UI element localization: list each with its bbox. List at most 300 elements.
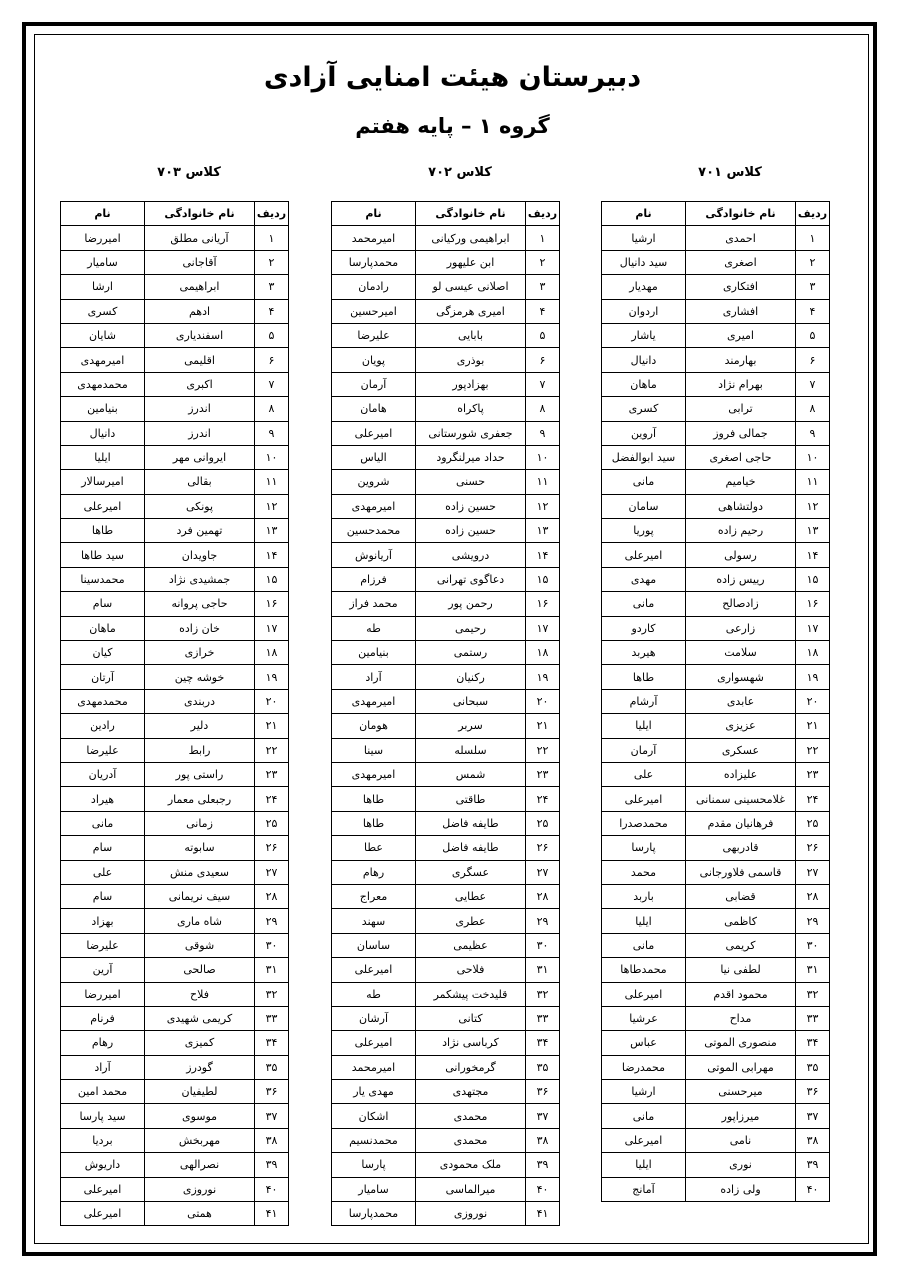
family-name: بقالی [145,470,255,494]
family-name: جعفری شورستانی [416,421,526,445]
table-row [332,909,560,933]
family-name: اصلانی عیسی لو [416,275,526,299]
table-row [602,519,830,543]
first-name: طه [332,616,416,640]
row-index: ۳۵ [255,1055,289,1079]
table-row [332,1202,560,1226]
first-name: بهزاد [61,909,145,933]
table-row [332,470,560,494]
row-index: ۲۲ [526,738,560,762]
family-name: گرمخورانی [416,1055,526,1079]
family-name: آقاجانی [145,250,255,274]
table-row [61,787,289,811]
family-name: محمدی [416,1128,526,1152]
table-row [602,616,830,640]
family-name: سبحانی [416,689,526,713]
row-index: ۱۷ [796,616,830,640]
table-row [61,884,289,908]
family-name: زمانی [145,811,255,835]
first-name: آرین [61,958,145,982]
row-index: ۲۰ [526,689,560,713]
row-index: ۱۱ [255,470,289,494]
first-name: امیرعلی [602,982,686,1006]
first-name: مانی [602,1104,686,1128]
first-name: امیرحسین [332,299,416,323]
table-row [61,860,289,884]
family-name: راستی پور [145,762,255,786]
first-name: عطا [332,836,416,860]
family-name: عسگری [416,860,526,884]
row-index: ۱۰ [526,445,560,469]
table-row [61,1153,289,1177]
first-name: علی [61,860,145,884]
family-name: رحیم زاده [686,519,796,543]
family-name: حسنی [416,470,526,494]
row-index: ۲۳ [255,762,289,786]
family-name: عزیزی [686,714,796,738]
first-name: امیرعلی [61,494,145,518]
first-name: امیرمهدی [332,762,416,786]
row-index: ۱۰ [796,445,830,469]
family-name: میرحسنی [686,1080,796,1104]
first-name: عباس [602,1031,686,1055]
first-name: امیرعلی [332,958,416,982]
family-name: سربر [416,714,526,738]
table-row [602,982,830,1006]
first-name: رهام [61,1031,145,1055]
first-name: امیرمهدی [61,348,145,372]
first-name: طاها [61,519,145,543]
table-row [61,226,289,250]
row-index: ۲۳ [526,762,560,786]
row-index: ۳۹ [526,1153,560,1177]
family-name: خرازی [145,641,255,665]
family-name: عسکری [686,738,796,762]
table-row [332,958,560,982]
first-name: محمدرضا [602,1055,686,1079]
table-row [332,1031,560,1055]
family-name: موسوی [145,1104,255,1128]
row-index: ۳۷ [526,1104,560,1128]
family-name: سلامت [686,641,796,665]
first-name: امیرعلی [61,1177,145,1201]
first-name: ایلیا [602,714,686,738]
family-name: نوروزی [145,1177,255,1201]
class-702-table [331,201,560,1226]
row-index: ۱ [526,226,560,250]
row-index: ۱۲ [255,494,289,518]
class-703-label: کلاس ۷۰۳ [157,165,221,180]
row-index: ۴۰ [796,1177,830,1201]
row-index: ۲۲ [796,738,830,762]
table-row [602,470,830,494]
first-name: محمد امین [61,1080,145,1104]
row-index: ۳۰ [526,933,560,957]
row-index: ۵ [526,323,560,347]
family-name: حسین زاده [416,519,526,543]
family-name: قلیدخت پیشکمر [416,982,526,1006]
row-index: ۱۴ [796,543,830,567]
table-row [61,1006,289,1030]
row-index: ۷ [255,372,289,396]
first-name: الیاس [332,445,416,469]
family-name: جاویدان [145,543,255,567]
family-name: رابط [145,738,255,762]
family-name: سلسله [416,738,526,762]
family-name: تهمین فرد [145,519,255,543]
family-name: بهزادپور [416,372,526,396]
family-name: حاجی اصغری [686,445,796,469]
table-row [602,421,830,445]
row-index: ۳۱ [255,958,289,982]
first-name: طه [332,982,416,1006]
table-row [332,397,560,421]
family-name: طایفه فاضل [416,811,526,835]
table-row [602,641,830,665]
header-family: نام خانوادگی [686,202,796,226]
row-index: ۳۵ [796,1055,830,1079]
table-row [602,250,830,274]
row-index: ۳۳ [526,1006,560,1030]
row-index: ۲۴ [796,787,830,811]
table-row [602,762,830,786]
row-index: ۱۹ [796,665,830,689]
table-row [61,1031,289,1055]
row-index: ۲ [526,250,560,274]
row-index: ۱۲ [796,494,830,518]
row-index: ۲۱ [796,714,830,738]
first-name: شروین [332,470,416,494]
row-index: ۴۱ [526,1202,560,1226]
family-name: افتکاری [686,275,796,299]
table-row [61,543,289,567]
first-name: علی [602,762,686,786]
family-name: نوری [686,1153,796,1177]
table-row [332,519,560,543]
table-row [332,689,560,713]
table-row [61,1177,289,1201]
first-name: محمدصدرا [602,811,686,835]
class-701-table [601,201,830,1202]
row-index: ۱۰ [255,445,289,469]
family-name: میرالماسی [416,1177,526,1201]
first-name: آرشان [332,1006,416,1030]
row-index: ۹ [255,421,289,445]
row-index: ۲۸ [255,884,289,908]
family-name: کمیزی [145,1031,255,1055]
table-row [602,1031,830,1055]
table-row [602,665,830,689]
row-index: ۴۰ [255,1177,289,1201]
family-name: خیامیم [686,470,796,494]
family-name: میرزاپور [686,1104,796,1128]
first-name: عرشیا [602,1006,686,1030]
row-index: ۳۶ [796,1080,830,1104]
table-row [602,397,830,421]
family-name: صالحی [145,958,255,982]
table-row [61,982,289,1006]
family-name: آریانی مطلق [145,226,255,250]
table-row [332,616,560,640]
row-index: ۱۵ [796,567,830,591]
row-index: ۷ [796,372,830,396]
family-name: درویشی [416,543,526,567]
row-index: ۳۶ [255,1080,289,1104]
first-name: بنیامین [332,641,416,665]
row-index: ۲۵ [255,811,289,835]
row-index: ۱۶ [255,592,289,616]
first-name: سید پارسا [61,1104,145,1128]
first-name: امیرمحمد [332,226,416,250]
family-name: مهربخش [145,1128,255,1152]
family-name: دولتشاهی [686,494,796,518]
table-row [602,567,830,591]
first-name: امیرعلی [332,421,416,445]
row-index: ۲۴ [526,787,560,811]
table-row [602,1055,830,1079]
first-name: آراد [332,665,416,689]
table-row [602,1177,830,1201]
row-index: ۴۰ [526,1177,560,1201]
table-row [61,1202,289,1226]
table-row [602,226,830,250]
family-name: بهرام نژاد [686,372,796,396]
table-row [602,958,830,982]
class-701-label: کلاس ۷۰۱ [698,165,762,180]
table-row [61,519,289,543]
row-index: ۵ [796,323,830,347]
table-row [332,811,560,835]
table-row [602,787,830,811]
first-name: مانی [602,470,686,494]
family-name: عطایی [416,884,526,908]
table-row [61,323,289,347]
row-index: ۶ [255,348,289,372]
row-index: ۲۷ [255,860,289,884]
family-name: عابدی [686,689,796,713]
first-name: ایلیا [61,445,145,469]
first-name: ماهان [602,372,686,396]
first-name: طاها [332,811,416,835]
row-index: ۲۸ [796,884,830,908]
family-name: طاقتی [416,787,526,811]
row-index: ۳۳ [255,1006,289,1030]
family-name: زارعی [686,616,796,640]
first-name: سامان [602,494,686,518]
first-name: رادمان [332,275,416,299]
table-row [61,958,289,982]
row-index: ۸ [255,397,289,421]
first-name: محمدحسین [332,519,416,543]
first-name: معراج [332,884,416,908]
table-row [602,543,830,567]
row-index: ۲۶ [255,836,289,860]
table-row [332,641,560,665]
family-name: اکبری [145,372,255,396]
family-name: دربندی [145,689,255,713]
first-name: امیررضا [61,982,145,1006]
table-row [602,1080,830,1104]
family-name: رسولی [686,543,796,567]
row-index: ۴ [526,299,560,323]
row-index: ۳ [796,275,830,299]
table-row [61,714,289,738]
table-row [602,275,830,299]
table-row [332,714,560,738]
family-name: حاجی پروانه [145,592,255,616]
first-name: کسری [61,299,145,323]
first-name: طاها [602,665,686,689]
family-name: پونکی [145,494,255,518]
first-name: ارشیا [602,1080,686,1104]
family-name: حسین زاده [416,494,526,518]
table-row [61,1128,289,1152]
first-name: کسری [602,397,686,421]
row-index: ۳۸ [526,1128,560,1152]
family-name: قضابی [686,884,796,908]
header-index: ردیف [526,202,560,226]
row-index: ۲۶ [526,836,560,860]
table-row [332,250,560,274]
header-family: نام خانوادگی [145,202,255,226]
first-name: علیرضا [61,933,145,957]
family-name: عطری [416,909,526,933]
family-name: گودرز [145,1055,255,1079]
family-name: شاه ماری [145,909,255,933]
family-name: افشاری [686,299,796,323]
table-row [61,1055,289,1079]
class-702-label: کلاس ۷۰۲ [428,165,492,180]
table-row [61,250,289,274]
family-name: حداد میرلنگرود [416,445,526,469]
family-name: فلاح [145,982,255,1006]
first-name: امیرمهدی [332,494,416,518]
row-index: ۴۱ [255,1202,289,1226]
row-index: ۱۵ [255,567,289,591]
family-name: علیزاده [686,762,796,786]
table-row [332,494,560,518]
row-index: ۲۵ [796,811,830,835]
first-name: کاردو [602,616,686,640]
first-name: ایلیا [602,1153,686,1177]
family-name: ابراهیمی ورکیانی [416,226,526,250]
row-index: ۱۴ [255,543,289,567]
row-index: ۲ [796,250,830,274]
family-name: محمدی [416,1104,526,1128]
table-row [602,348,830,372]
header-index: ردیف [796,202,830,226]
family-name: بابایی [416,323,526,347]
first-name: فرنام [61,1006,145,1030]
first-name: مهدیار [602,275,686,299]
row-index: ۲۷ [526,860,560,884]
table-row [61,445,289,469]
table-row [332,348,560,372]
table-row [602,323,830,347]
family-name: جمالی فروز [686,421,796,445]
first-name: محمدطاها [602,958,686,982]
row-index: ۵ [255,323,289,347]
family-name: مداح [686,1006,796,1030]
row-index: ۳۲ [255,982,289,1006]
table-row [332,543,560,567]
first-name: ارشا [61,275,145,299]
row-index: ۱ [796,226,830,250]
group-title: گروه ۱ – پایه هفتم [355,114,550,138]
first-name: امیررضا [61,226,145,250]
header-name: نام [61,202,145,226]
family-name: رستمی [416,641,526,665]
first-name: محمدپارسا [332,1202,416,1226]
table-row [602,299,830,323]
family-name: فرهانیان مقدم [686,811,796,835]
row-index: ۹ [526,421,560,445]
row-index: ۲۶ [796,836,830,860]
row-index: ۲ [255,250,289,274]
first-name: دانیال [602,348,686,372]
table-row [332,933,560,957]
row-index: ۱۱ [526,470,560,494]
row-index: ۳۱ [796,958,830,982]
table-row [61,933,289,957]
family-name: بهارمند [686,348,796,372]
table-row [602,909,830,933]
row-index: ۱۷ [526,616,560,640]
row-index: ۲۵ [526,811,560,835]
family-name: ابراهیمی [145,275,255,299]
first-name: پارسا [332,1153,416,1177]
family-name: کریمی [686,933,796,957]
table-row [602,811,830,835]
first-name: باربد [602,884,686,908]
table-row [61,616,289,640]
table-row [602,884,830,908]
table-row [61,397,289,421]
first-name: محمدسینا [61,567,145,591]
table-row [61,738,289,762]
row-index: ۱۱ [796,470,830,494]
first-name: آرشام [602,689,686,713]
table-row [61,665,289,689]
family-name: رکنیان [416,665,526,689]
table-row [61,275,289,299]
row-index: ۳۴ [796,1031,830,1055]
first-name: سامیار [61,250,145,274]
row-index: ۳۷ [796,1104,830,1128]
family-name: بوذری [416,348,526,372]
family-name: امیری هرمزگی [416,299,526,323]
row-index: ۱۶ [796,592,830,616]
header-row [332,202,560,226]
family-name: مهرابی الموتی [686,1055,796,1079]
first-name: داریوش [61,1153,145,1177]
first-name: رهام [332,860,416,884]
family-name: دلیر [145,714,255,738]
family-name: اصغری [686,250,796,274]
table-row [332,884,560,908]
first-name: هیراد [61,787,145,811]
table-row [602,494,830,518]
family-name: کریمی شهیدی [145,1006,255,1030]
family-name: شمس [416,762,526,786]
row-index: ۱۳ [796,519,830,543]
first-name: سید دانیال [602,250,686,274]
first-name: مهدی یار [332,1080,416,1104]
first-name: سهند [332,909,416,933]
row-index: ۴ [796,299,830,323]
row-index: ۳۸ [796,1128,830,1152]
table-row [602,372,830,396]
